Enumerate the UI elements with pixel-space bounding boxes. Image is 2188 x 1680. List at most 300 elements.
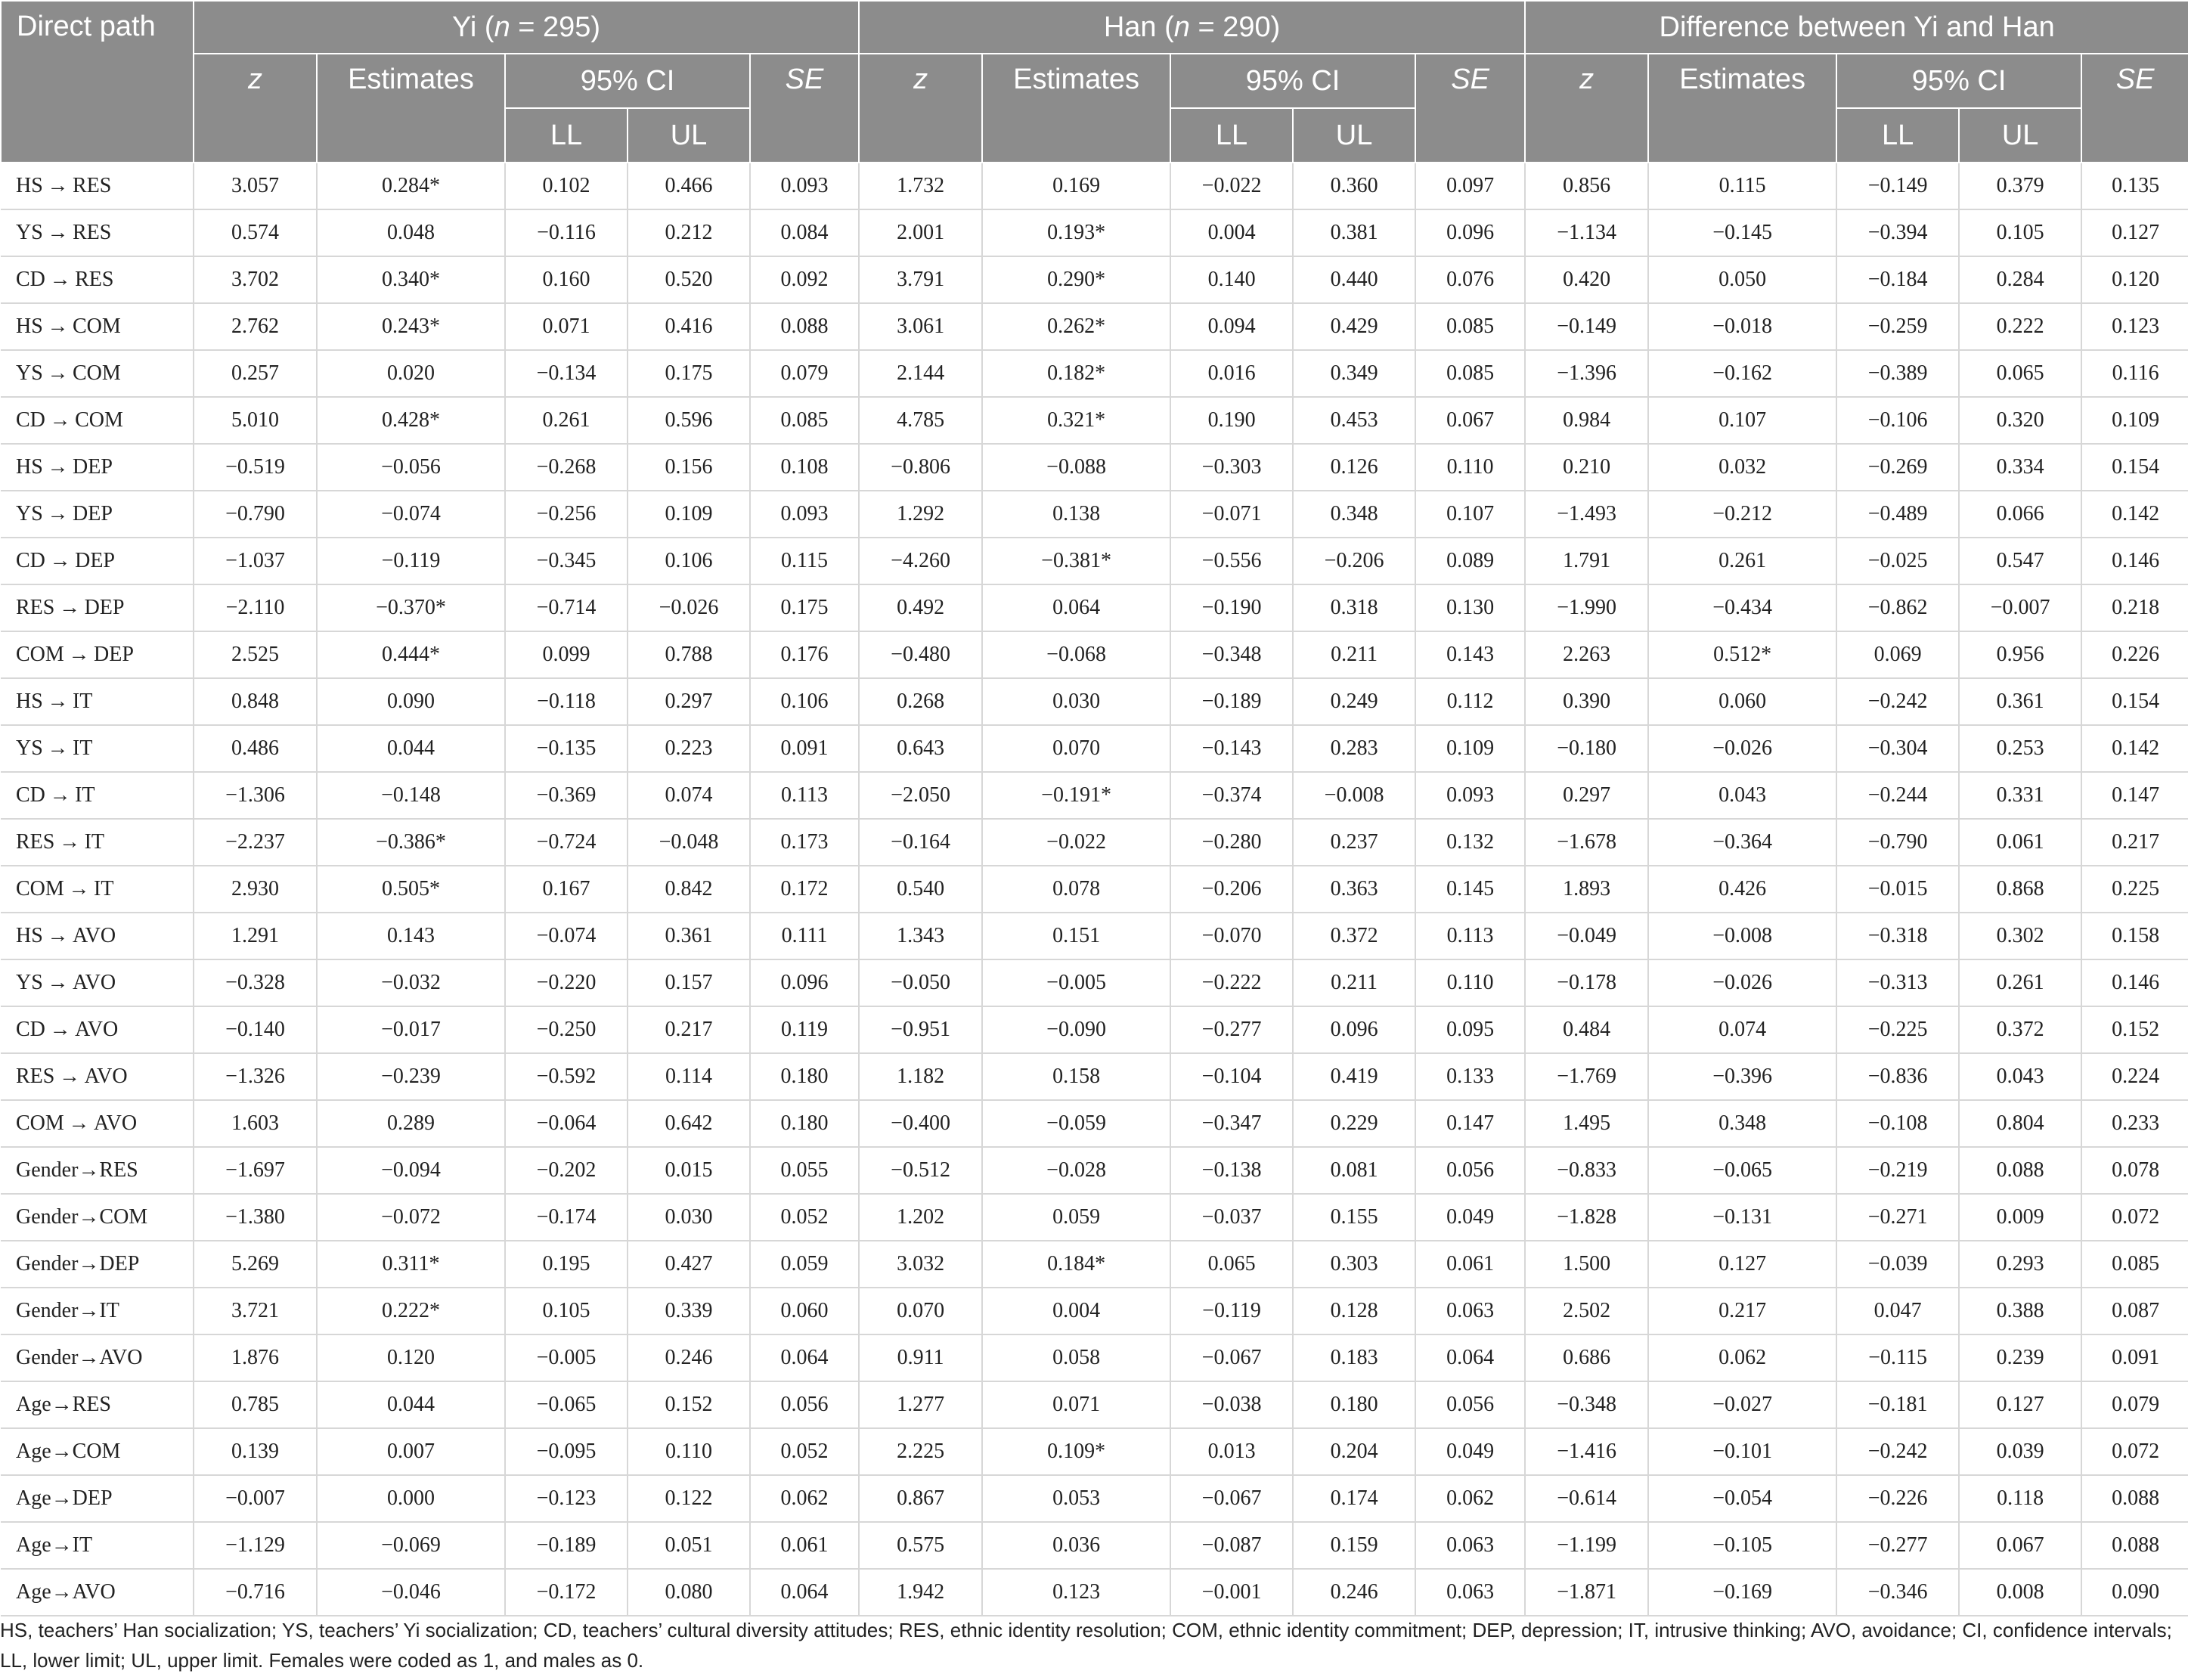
diff-ll-cell: −0.219	[1836, 1147, 1959, 1194]
path-cell: HS → AVO	[1, 913, 194, 959]
han-estimate-cell: 0.184*	[982, 1241, 1170, 1288]
han-estimate-cell: 0.262*	[982, 303, 1170, 350]
han-estimate-cell: −0.088	[982, 444, 1170, 491]
diff-ll-cell: −0.346	[1836, 1569, 1959, 1616]
han-se-cell: 0.112	[1415, 678, 1525, 725]
han-estimate-cell: 0.109*	[982, 1428, 1170, 1475]
path-cell: Age→RES	[1, 1381, 194, 1428]
diff-se-cell: 0.225	[2081, 866, 2188, 913]
han-estimate-cell: 0.169	[982, 163, 1170, 209]
yi-ul-cell: 0.297	[628, 678, 750, 725]
han-z-cell: 1.292	[859, 491, 982, 538]
diff-z-cell: −1.871	[1525, 1569, 1648, 1616]
path-cell: YS → IT	[1, 725, 194, 772]
yi-estimate-cell: −0.119	[317, 538, 505, 584]
yi-ll-cell: −0.134	[505, 350, 628, 397]
han-se-cell: 0.089	[1415, 538, 1525, 584]
yi-ul-cell: −0.026	[628, 584, 750, 631]
yi-ll-cell: 0.167	[505, 866, 628, 913]
diff-z-cell: −0.348	[1525, 1381, 1648, 1428]
diff-ll-cell: −0.304	[1836, 725, 1959, 772]
yi-estimate-cell: −0.094	[317, 1147, 505, 1194]
diff-estimate-cell: −0.169	[1648, 1569, 1836, 1616]
yi-ll-cell: −0.005	[505, 1334, 628, 1381]
path-cell: YS → DEP	[1, 491, 194, 538]
han-ul-cell: 0.237	[1293, 819, 1415, 866]
table-footnote: HS, teachers’ Han socialization; YS, teachers’ Yi socialization; CD, teachers’ cultural diversity attitudes; RES, ethnic identity resolution; COM, ethnic identity commitment; DEP, depression; IT, intrusive thinking; AVO, avoidance; CI, confidence intervals; LL, lower limit; UL, upper limit. Females were coded as 1, and males as 0.	[0, 1619, 2172, 1672]
han-z-cell: 4.785	[859, 397, 982, 444]
diff-z-cell: −1.493	[1525, 491, 1648, 538]
han-ll-cell: 0.004	[1170, 209, 1293, 256]
han-ul-cell: 0.159	[1293, 1522, 1415, 1569]
han-estimate-cell: 0.070	[982, 725, 1170, 772]
yi-z-cell: 0.486	[194, 725, 317, 772]
diff-ul-cell: 0.379	[1959, 163, 2081, 209]
diff-se-cell: 0.088	[2081, 1475, 2188, 1522]
han-ll-cell: 0.065	[1170, 1241, 1293, 1288]
han-z-cell: 0.070	[859, 1288, 982, 1334]
han-z-cell: −0.050	[859, 959, 982, 1006]
han-ll-cell: −0.277	[1170, 1006, 1293, 1053]
han-se-cell: 0.095	[1415, 1006, 1525, 1053]
yi-se-cell: 0.108	[750, 444, 859, 491]
yi-ul-cell: 0.466	[628, 163, 750, 209]
diff-ll-cell: −0.226	[1836, 1475, 1959, 1522]
yi-z-cell: −0.716	[194, 1569, 317, 1616]
yi-estimate-cell: 0.243*	[317, 303, 505, 350]
diff-ul-cell: 0.067	[1959, 1522, 2081, 1569]
diff-estimate-cell: −0.105	[1648, 1522, 1836, 1569]
yi-se-cell: 0.052	[750, 1194, 859, 1241]
yi-ll-cell: −0.256	[505, 491, 628, 538]
han-ll-cell: −0.067	[1170, 1334, 1293, 1381]
yi-ll-cell: 0.102	[505, 163, 628, 209]
yi-se-cell: 0.062	[750, 1475, 859, 1522]
yi-ul-cell: 0.122	[628, 1475, 750, 1522]
diff-z-cell: −1.990	[1525, 584, 1648, 631]
han-estimate-cell: 0.053	[982, 1475, 1170, 1522]
diff-se-cell: 0.088	[2081, 1522, 2188, 1569]
diff-ul-cell: 0.868	[1959, 866, 2081, 913]
table-row	[1, 350, 2188, 397]
yi-estimate-cell: 0.020	[317, 350, 505, 397]
table-row	[1, 303, 2188, 350]
yi-ll-cell: −0.116	[505, 209, 628, 256]
yi-se-cell: 0.064	[750, 1334, 859, 1381]
diff-se-cell: 0.072	[2081, 1428, 2188, 1475]
yi-ul-cell: 0.015	[628, 1147, 750, 1194]
yi-ll-cell: 0.105	[505, 1288, 628, 1334]
diff-se-cell: 0.152	[2081, 1006, 2188, 1053]
yi-ll-cell: −0.592	[505, 1053, 628, 1100]
han-z-cell: 1.343	[859, 913, 982, 959]
path-cell: YS → AVO	[1, 959, 194, 1006]
yi-z-cell: 0.139	[194, 1428, 317, 1475]
han-z-cell: 0.867	[859, 1475, 982, 1522]
yi-z-cell: −2.237	[194, 819, 317, 866]
diff-ul-cell: 0.320	[1959, 397, 2081, 444]
yi-z-cell: −0.007	[194, 1475, 317, 1522]
han-ll-cell: −0.119	[1170, 1288, 1293, 1334]
diff-se-cell: 0.127	[2081, 209, 2188, 256]
diff-ll-cell: −0.149	[1836, 163, 1959, 209]
yi-se-cell: 0.061	[750, 1522, 859, 1569]
table-body	[1, 163, 2188, 1616]
han-estimate-cell: 0.071	[982, 1381, 1170, 1428]
yi-z-cell: 3.702	[194, 256, 317, 303]
path-cell: Gender→RES	[1, 1147, 194, 1194]
han-se-cell: 0.109	[1415, 725, 1525, 772]
yi-ll-cell: −0.074	[505, 913, 628, 959]
yi-estimate-cell: −0.032	[317, 959, 505, 1006]
diff-estimate-cell: 0.107	[1648, 397, 1836, 444]
yi-group-header: Yi (n = 295)	[194, 1, 859, 54]
direct-path-header: Direct path	[1, 1, 194, 163]
yi-ll-cell: 0.195	[505, 1241, 628, 1288]
diff-ll-cell: −0.313	[1836, 959, 1959, 1006]
han-se-cell: 0.064	[1415, 1334, 1525, 1381]
yi-ul-cell: 0.109	[628, 491, 750, 538]
yi-se-cell: 0.088	[750, 303, 859, 350]
han-ll-cell: −0.104	[1170, 1053, 1293, 1100]
yi-ul-cell: 0.110	[628, 1428, 750, 1475]
yi-ul-cell: 0.339	[628, 1288, 750, 1334]
yi-se-cell: 0.092	[750, 256, 859, 303]
han-ul-cell: 0.128	[1293, 1288, 1415, 1334]
diff-ll-cell: −0.242	[1836, 678, 1959, 725]
yi-ll-cell: −0.174	[505, 1194, 628, 1241]
path-cell: HS → IT	[1, 678, 194, 725]
path-cell: Gender→AVO	[1, 1334, 194, 1381]
yi-estimate-cell: 0.444*	[317, 631, 505, 678]
diff-se-cell: 0.120	[2081, 256, 2188, 303]
han-ll-cell: −0.037	[1170, 1194, 1293, 1241]
han-ll-cell: −0.190	[1170, 584, 1293, 631]
path-cell: COM → DEP	[1, 631, 194, 678]
diff-ul-cell: 0.009	[1959, 1194, 2081, 1241]
yi-estimate-cell: −0.072	[317, 1194, 505, 1241]
path-cell: CD → AVO	[1, 1006, 194, 1053]
diff-z-cell: −1.828	[1525, 1194, 1648, 1241]
diff-estimate-cell: 0.115	[1648, 163, 1836, 209]
diff-se-cell: 0.090	[2081, 1569, 2188, 1616]
yi-z-cell: −0.328	[194, 959, 317, 1006]
diff-ul-cell: 0.334	[1959, 444, 2081, 491]
han-se-cell: 0.085	[1415, 350, 1525, 397]
han-z-cell: 1.182	[859, 1053, 982, 1100]
diff-estimate-cell: 0.060	[1648, 678, 1836, 725]
table-row	[1, 631, 2188, 678]
diff-ll-cell: −0.242	[1836, 1428, 1959, 1475]
yi-ll-cell: 0.261	[505, 397, 628, 444]
path-cell: COM → AVO	[1, 1100, 194, 1147]
diff-se-cell: 0.135	[2081, 163, 2188, 209]
yi-se-cell: 0.175	[750, 584, 859, 631]
yi-se-cell: 0.052	[750, 1428, 859, 1475]
han-ul-cell: 0.318	[1293, 584, 1415, 631]
diff-z-cell: 2.263	[1525, 631, 1648, 678]
yi-ul-cell: 0.074	[628, 772, 750, 819]
yi-ul-cell: 0.223	[628, 725, 750, 772]
yi-se-cell: 0.180	[750, 1100, 859, 1147]
yi-z-cell: 3.057	[194, 163, 317, 209]
diff-estimate-cell: −0.008	[1648, 913, 1836, 959]
yi-z-cell: −1.380	[194, 1194, 317, 1241]
yi-se-cell: 0.115	[750, 538, 859, 584]
diff-ll-cell: −0.862	[1836, 584, 1959, 631]
diff-ul-cell: 0.008	[1959, 1569, 2081, 1616]
path-cell: CD → DEP	[1, 538, 194, 584]
han-ul-cell: 0.204	[1293, 1428, 1415, 1475]
han-se-cell: 0.062	[1415, 1475, 1525, 1522]
diff-estimate-cell: 0.032	[1648, 444, 1836, 491]
diff-ul-cell: 0.088	[1959, 1147, 2081, 1194]
yi-se-cell: 0.113	[750, 772, 859, 819]
han-z-cell: 3.061	[859, 303, 982, 350]
yi-ul-cell: 0.156	[628, 444, 750, 491]
yi-se-cell: 0.055	[750, 1147, 859, 1194]
yi-se-cell: 0.119	[750, 1006, 859, 1053]
yi-ll-cell: −0.724	[505, 819, 628, 866]
table-row	[1, 491, 2188, 538]
han-ul-cell: 0.211	[1293, 959, 1415, 1006]
path-cell: Gender→DEP	[1, 1241, 194, 1288]
han-ll-cell: 0.190	[1170, 397, 1293, 444]
diff-ll-cell: −0.394	[1836, 209, 1959, 256]
han-se-cell: 0.085	[1415, 303, 1525, 350]
yi-ll-cell: −0.345	[505, 538, 628, 584]
diff-se-cell: 0.224	[2081, 1053, 2188, 1100]
han-se-cell: 0.145	[1415, 866, 1525, 913]
han-z-cell: 0.911	[859, 1334, 982, 1381]
han-se-cell: 0.063	[1415, 1288, 1525, 1334]
table-row	[1, 772, 2188, 819]
yi-se-cell: 0.084	[750, 209, 859, 256]
yi-ul-cell: 0.175	[628, 350, 750, 397]
table-row	[1, 866, 2188, 913]
diff-ul-cell: 0.253	[1959, 725, 2081, 772]
yi-ul-cell: 0.152	[628, 1381, 750, 1428]
han-ul-cell: 0.081	[1293, 1147, 1415, 1194]
path-cell: RES → DEP	[1, 584, 194, 631]
han-ll-cell: −0.348	[1170, 631, 1293, 678]
diff-estimate-cell: 0.043	[1648, 772, 1836, 819]
diff-ul-header: UL	[1959, 108, 2081, 163]
yi-estimate-cell: 0.284*	[317, 163, 505, 209]
table-row	[1, 819, 2188, 866]
han-ul-cell: 0.126	[1293, 444, 1415, 491]
yi-ll-header: LL	[505, 108, 628, 163]
diff-se-cell: 0.217	[2081, 819, 2188, 866]
yi-ll-cell: 0.099	[505, 631, 628, 678]
han-z-cell: 2.001	[859, 209, 982, 256]
han-z-cell: 2.144	[859, 350, 982, 397]
han-ul-cell: 0.183	[1293, 1334, 1415, 1381]
yi-ul-cell: 0.030	[628, 1194, 750, 1241]
yi-ll-cell: −0.172	[505, 1569, 628, 1616]
han-ll-cell: −0.222	[1170, 959, 1293, 1006]
yi-z-cell: −0.790	[194, 491, 317, 538]
diff-estimate-cell: 0.426	[1648, 866, 1836, 913]
han-z-cell: 0.268	[859, 678, 982, 725]
han-estimate-cell: 0.064	[982, 584, 1170, 631]
yi-se-cell: 0.111	[750, 913, 859, 959]
table-row	[1, 1194, 2188, 1241]
yi-estimate-cell: −0.148	[317, 772, 505, 819]
diff-se-cell: 0.109	[2081, 397, 2188, 444]
diff-se-cell: 0.079	[2081, 1381, 2188, 1428]
diff-se-cell: 0.154	[2081, 678, 2188, 725]
yi-estimate-cell: −0.017	[317, 1006, 505, 1053]
yi-estimate-cell: 0.505*	[317, 866, 505, 913]
diff-z-cell: −1.134	[1525, 209, 1648, 256]
han-z-cell: 1.732	[859, 163, 982, 209]
diff-z-cell: −0.149	[1525, 303, 1648, 350]
yi-ll-cell: 0.160	[505, 256, 628, 303]
diff-ll-cell: −0.318	[1836, 913, 1959, 959]
yi-z-cell: 5.269	[194, 1241, 317, 1288]
diff-ll-cell: −0.225	[1836, 1006, 1959, 1053]
han-z-cell: 1.277	[859, 1381, 982, 1428]
yi-estimate-cell: −0.069	[317, 1522, 505, 1569]
han-se-cell: 0.056	[1415, 1381, 1525, 1428]
yi-ci-header: 95% CI	[505, 54, 750, 108]
yi-estimate-cell: 0.044	[317, 725, 505, 772]
diff-ll-cell: −0.389	[1836, 350, 1959, 397]
han-ll-cell: −0.206	[1170, 866, 1293, 913]
yi-z-cell: −1.326	[194, 1053, 317, 1100]
han-ul-cell: 0.229	[1293, 1100, 1415, 1147]
diff-z-cell: 0.210	[1525, 444, 1648, 491]
yi-estimate-cell: −0.370*	[317, 584, 505, 631]
yi-ll-cell: −0.064	[505, 1100, 628, 1147]
diff-z-cell: 1.893	[1525, 866, 1648, 913]
diff-estimate-cell: 0.127	[1648, 1241, 1836, 1288]
yi-ll-cell: −0.118	[505, 678, 628, 725]
han-ul-cell: 0.303	[1293, 1241, 1415, 1288]
diff-estimate-cell: −0.027	[1648, 1381, 1836, 1428]
yi-ul-cell: 0.157	[628, 959, 750, 1006]
diff-ll-cell: −0.271	[1836, 1194, 1959, 1241]
path-cell: YS → RES	[1, 209, 194, 256]
diff-se-cell: 0.087	[2081, 1288, 2188, 1334]
yi-se-cell: 0.093	[750, 491, 859, 538]
path-cell: Age→DEP	[1, 1475, 194, 1522]
han-estimate-cell: −0.028	[982, 1147, 1170, 1194]
han-se-cell: 0.093	[1415, 772, 1525, 819]
han-ul-cell: −0.206	[1293, 538, 1415, 584]
diff-z-cell: 0.856	[1525, 163, 1648, 209]
yi-ll-cell: −0.135	[505, 725, 628, 772]
diff-estimate-cell: 0.261	[1648, 538, 1836, 584]
diff-z-cell: −1.416	[1525, 1428, 1648, 1475]
yi-estimate-cell: 0.222*	[317, 1288, 505, 1334]
table-row	[1, 1522, 2188, 1569]
yi-se-cell: 0.106	[750, 678, 859, 725]
yi-se-cell: 0.096	[750, 959, 859, 1006]
diff-ul-cell: 0.105	[1959, 209, 2081, 256]
diff-se-cell: 0.154	[2081, 444, 2188, 491]
han-estimate-cell: 0.123	[982, 1569, 1170, 1616]
diff-ul-cell: −0.007	[1959, 584, 2081, 631]
path-cell: COM → IT	[1, 866, 194, 913]
diff-estimate-cell: 0.217	[1648, 1288, 1836, 1334]
diff-ll-cell: −0.039	[1836, 1241, 1959, 1288]
table-row	[1, 1381, 2188, 1428]
han-se-cell: 0.056	[1415, 1147, 1525, 1194]
yi-se-cell: 0.172	[750, 866, 859, 913]
diff-z-cell: −0.614	[1525, 1475, 1648, 1522]
yi-ul-header: UL	[628, 108, 750, 163]
yi-z-cell: −1.037	[194, 538, 317, 584]
table-row	[1, 1053, 2188, 1100]
yi-ul-cell: −0.048	[628, 819, 750, 866]
yi-z-cell: 5.010	[194, 397, 317, 444]
yi-z-cell: 0.257	[194, 350, 317, 397]
han-ll-cell: −0.374	[1170, 772, 1293, 819]
yi-se-cell: 0.091	[750, 725, 859, 772]
yi-ll-cell: −0.220	[505, 959, 628, 1006]
han-estimate-cell: 0.004	[982, 1288, 1170, 1334]
yi-ll-cell: −0.369	[505, 772, 628, 819]
diff-ll-cell: −0.259	[1836, 303, 1959, 350]
diff-ll-cell: −0.181	[1836, 1381, 1959, 1428]
han-estimate-cell: −0.022	[982, 819, 1170, 866]
han-se-cell: 0.097	[1415, 163, 1525, 209]
han-ul-cell: 0.249	[1293, 678, 1415, 725]
han-z-cell: 3.791	[859, 256, 982, 303]
diff-estimate-cell: −0.212	[1648, 491, 1836, 538]
diff-se-cell: 0.091	[2081, 1334, 2188, 1381]
yi-z-cell: 2.762	[194, 303, 317, 350]
table-row	[1, 678, 2188, 725]
diff-se-cell: 0.085	[2081, 1241, 2188, 1288]
yi-estimate-cell: 0.311*	[317, 1241, 505, 1288]
yi-se-cell: 0.059	[750, 1241, 859, 1288]
yi-ul-cell: 0.361	[628, 913, 750, 959]
yi-se-cell: 0.060	[750, 1288, 859, 1334]
diff-z-cell: −1.396	[1525, 350, 1648, 397]
path-cell: Gender→COM	[1, 1194, 194, 1241]
table-row	[1, 538, 2188, 584]
diff-ul-cell: 0.222	[1959, 303, 2081, 350]
diff-estimate-cell: −0.026	[1648, 959, 1836, 1006]
han-z-cell: 0.540	[859, 866, 982, 913]
yi-se-cell: 0.056	[750, 1381, 859, 1428]
han-estimate-cell: 0.151	[982, 913, 1170, 959]
diff-se-cell: 0.147	[2081, 772, 2188, 819]
han-ul-cell: 0.372	[1293, 913, 1415, 959]
yi-se-cell: 0.093	[750, 163, 859, 209]
han-z-cell: 0.575	[859, 1522, 982, 1569]
han-estimate-cell: −0.381*	[982, 538, 1170, 584]
han-se-cell: 0.132	[1415, 819, 1525, 866]
yi-ul-cell: 0.080	[628, 1569, 750, 1616]
yi-ll-cell: −0.095	[505, 1428, 628, 1475]
yi-estimate-cell: 0.048	[317, 209, 505, 256]
han-se-cell: 0.143	[1415, 631, 1525, 678]
han-ll-cell: −0.347	[1170, 1100, 1293, 1147]
yi-ul-cell: 0.106	[628, 538, 750, 584]
diff-z-cell: −0.180	[1525, 725, 1648, 772]
yi-z-cell: −1.129	[194, 1522, 317, 1569]
han-se-cell: 0.049	[1415, 1194, 1525, 1241]
table-row	[1, 1147, 2188, 1194]
han-se-cell: 0.049	[1415, 1428, 1525, 1475]
yi-estimate-cell: −0.074	[317, 491, 505, 538]
han-z-cell: −0.806	[859, 444, 982, 491]
diff-se-cell: 0.123	[2081, 303, 2188, 350]
